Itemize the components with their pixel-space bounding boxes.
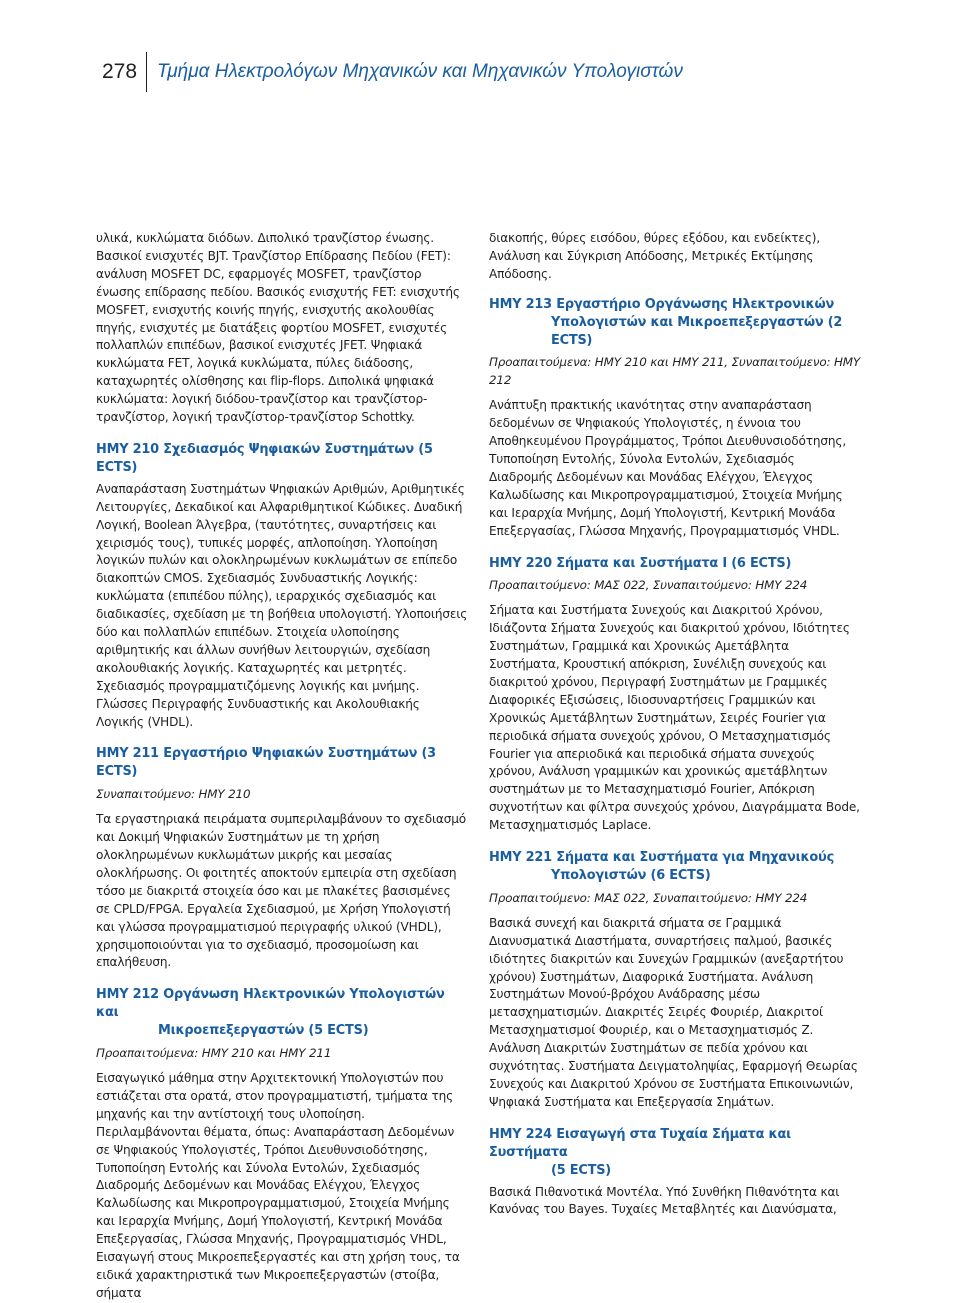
course-hmy211: [96, 745, 468, 972]
course-hmy220: [489, 555, 861, 836]
course-prerequisites: Προαπαιτούμενα: ΗΜΥ 210 και ΗΜΥ 211, Συναπαιτούμενο: ΗΜΥ 212: [489, 355, 861, 388]
course-description: Βασικά συνεχή και διακριτά σήματα σε Γραμμικά Διανυσματικά Διαστήματα, συναρτήσεις παλμού, βασικές ιδιότητες διακριτών και Συνεχών Γραμμικών (ανεξαρτήτου χρόνου) Συστημάτων, Διαφορικά Συστήματα. Ανάλυση Συστημάτων Μονού-βρόχου Ανάδρασης μέσω μετασχηματισμών. Διακριτές Σειρές Φουριέρ, Διακριτοί Μετασχηματισμοί Φουριέρ, και ο Μετασχηματισμός Ζ. Ανάλυση Διακριτών Συστημάτων σε πεδία χρόνου και συχνότητας. Συστήματα Δειγματοληψίας, Εφαρμογή Θεωρίας Συνεχούς και Διακριτού Χρόνου σε Συστήματα Επικοινωνιών, Ψηφιακά Συστήματα και Επεξεργασία Σημάτων.: [489, 915, 858, 1109]
course-title-line: ΗΜΥ 212 Οργάνωση Ηλεκτρονικών Υπολογιστών και: [96, 987, 445, 1021]
course-description: Βασικά Πιθανοτικά Μοντέλα. Υπό Συνθήκη Πιθανότητα και Κανόνας του Bayes. Τυχαίες Μεταβλητές και Διανύσματα,: [489, 1184, 840, 1217]
left-column: [96, 230, 468, 1303]
continuation-text: υλικά, κυκλώματα διόδων. Διπολικό τρανζίστορ ένωσης. Βασικοί ενισχυτές BJT. Τρανζίστορ Επίδρασης Πεδίου (FET): ανάλυση MOSFET DC, εφαρμογές MOSFET, τρανζίστορ ένωσης επίδρασης πεδίου. Βασικός ενισχυτής FET: ενισχυτής MOSFET, ενισχυτής κοινής πηγής, ενισχυτής ακολουθίας πηγής, ενισχυτές με διατάξεις φορτίου MOSFET, ενισχυτές πολλαπλών επιπέδων, βασικοί ενισχυτές JFET. Ψηφιακά κυκλώματα FET, λογικά κυκλώματα, πύλες διάδοσης, καταχωρητές ολίσθησης και flip-flops. Διπολικά ψηφιακά κυκλώματα: λογική διόδου-τρανζίστορ και τρανζίστορ-τρανζίστορ, λογική τρανζίστορ-τρανζίστορ Schottky.: [96, 231, 460, 425]
course-title: [96, 745, 468, 781]
course-title: [489, 555, 861, 573]
page-number: 278: [102, 60, 138, 83]
course-description: Τα εργαστηριακά πειράματα συμπεριλαμβάνουν το σχεδιασμό και Δοκιμή Ψηφιακών Συστημάτων με τη χρήση ολοκληρωμένων κυκλωμάτων μικρής και μεσαίας ολοκλήρωσης. Οι φοιτητές αποκτούν εμπειρία στη σχεδίαση τόσο με διακριτά στοιχεία όσο και με πλακέτες βασισμένες σε CPLD/FPGA. Εργαλεία Σχεδιασμού, με Χρήση Υπολογιστή και γλώσσα προγραμματισμού περιγραφής υλικού (VHDL), χρησιμοποιούνται για το σχεδιασμό, προσομοίωση και επαλήθευση.: [96, 812, 467, 970]
course-description: Σήματα και Συστήματα Συνεχούς και Διακριτού Χρόνου, Ιδιάζοντα Σήματα Συνεχούς και διακριτού χρόνου, Ιδιότητες Συστημάτων, Γραμμικά και Χρονικώς Αμετάβλητα Συστήματα, Κρουστική απόκριση, Συνέλιξη συνεχούς και διακριτού χρόνου, Περιγραφή Συστημάτων με Γραμμικές Διαφορικές Εξισώσεις, Ιδιοσυναρτήσεις Γραμμικών και Χρονικώς Αμετάβλητων Συστημάτων, Σειρές Fourier για περιοδικά σήματα συνεχούς χρόνου, Ο Μετασχηματισμός Fourier για απεριοδικά και περιοδικά σήματα συνεχούς χρόνου, Ανάλυση γραμμικών και χρονικώς αμετάβλητων συστημάτων με το Μετασχηματισμό Fourier, Απόκριση συχνοτήτων και φίλτρα συνεχούς χρόνου, Διαγράμματα Bode, Μετασχηματισμός Laplace.: [489, 603, 860, 833]
course-description: Ανάπτυξη πρακτικής ικανότητας στην αναπαράσταση δεδομένων σε Ψηφιακούς Υπολογιστές, η έννοια του Αποθηκευμένου Προγράμματος, Τρόποι Διευθυνσιοδότησης, Τυποποίηση Εντολής, Σύνολα Εντολών, Σχεδιασμός Διαδρομής Δεδομένων και Μονάδας Ελέγχου, Έλεγχος Καλωδίωσης και Μικροπρογραμματισμού, Στοιχεία Μνήμης και Ιεραρχία Μνήμης, Δομή Υπολογιστή, Κεντρική Μονάδα Επεξεργασίας, Γλώσσα Μηχανής, Προγραμματισμός VHDL.: [489, 398, 847, 538]
course-title-line: ΗΜΥ 220 Σήματα και Συστήματα Ι (6 ECTS): [489, 555, 792, 571]
header-divider: [146, 52, 147, 92]
course-title-line: Υπολογιστών (6 ECTS): [551, 868, 711, 883]
course-description: Αναπαράσταση Συστημάτων Ψηφιακών Αριθμών, Αριθμητικές Λειτουργίες, Δεκαδικοί και Αλφαριθμητικοί Κώδικες. Δυαδική Λογική, Boolean Άλγεβρα, (ταυτότητες, συναρτήσεις και χειρισμός τους), τυπικές μορφές, απλοποίηση. Υλοποίηση λογικών πυλών και ολοκληρωμένων κυκλωμάτων σε επίπεδο διακοπτών CMOS. Σχεδιασμός Συνδυαστικής Λογικής: κυκλώματα (επιπέδου πύλης), ιεραρχικός σχεδιασμός και διαδικασίες, σχεδίαση με τη βοήθεια υπολογιστή. Υλοποιήσεις δύο και πολλαπλών επιπέδων. Στοιχεία υλοποίησης αριθμητικής και άλλων συνήθων λειτουργιών, σχεδίαση ακολουθιακής λογικής. Καταχωρητές και μετρητές. Σχεδιασμός προγραμματιζόμενης λογικής και μνήμης. Γλώσσες Περιγραφής Συνδυαστικής και Ακολουθιακής Λογικής (VHDL).: [96, 481, 468, 729]
course-title: [489, 849, 861, 885]
course-title-line: ΗΜΥ 224 Εισαγωγή στα Τυχαία Σήματα και Συστήματα: [489, 1126, 791, 1160]
course-hmy212: [96, 986, 468, 1302]
course-prerequisites: Προαπαιτούμενο: ΜΑΣ 022, Συναπαιτούμενο: ΗΜΥ 224: [489, 578, 808, 593]
right-column: [489, 230, 861, 1219]
course-hmy210: [96, 441, 468, 732]
running-title: Τμήμα Ηλεκτρολόγων Μηχανικών και Μηχανικών Υπολογιστών: [157, 61, 683, 82]
course-hmy221: [489, 849, 861, 1112]
course-title-line: ΗΜΥ 210 Σχεδιασμός Ψηφιακών Συστημάτων (5 ECTS): [96, 441, 433, 475]
course-description: Εισαγωγικό μάθημα στην Αρχιτεκτονική Υπολογιστών που εστιάζεται στα ορατά, στον προγραμματιστή, τμήματα της μηχανής και την αντίστοιχή τους υλοποίηση. Περιλαμβάνονται θέματα, όπως: Αναπαράσταση Δεδομένων σε Ψηφιακούς Υπολογιστές, Τρόποι Διευθυνσιοδότησης, Τυποποίηση Εντολής και Σύνολα Εντολών, Σχεδιασμός Διαδρομής Δεδομένων και Μονάδας Ελέγχου, Έλεγχος Καλωδίωσης και Μικροπρογραμματισμού, Στοιχεία Μνήμης και Ιεραρχία Μνήμης, Δομή Υπολογιστή, Κεντρική Μονάδα Επεξεργασίας, Γλώσσα Μηχανής, Προγραμματισμός VHDL, Εισαγωγή στους Μικροεπεξεργαστές και στη χρήση τους, τα ειδικά χαρακτηριστικά των Μικροεπεξεργαστών (στοίβα, σήματα: [96, 1070, 460, 1300]
course-title: [96, 441, 468, 477]
course-title-line: (5 ECTS): [551, 1162, 611, 1178]
page-header: [102, 52, 683, 92]
course-title-line: ΗΜΥ 211 Εργαστήριο Ψηφιακών Συστημάτων (3 ECTS): [96, 746, 436, 780]
course-prerequisites: Προαπαιτούμενα: ΗΜΥ 210 και ΗΜΥ 211: [96, 1046, 332, 1061]
course-title-line: Μικροεπεξεργαστών (5 ECTS): [158, 1023, 369, 1039]
course-title: [489, 1126, 861, 1180]
course-title-line: ΗΜΥ 213 Εργαστήριο Οργάνωσης Ηλεκτρονικών: [489, 296, 835, 312]
course-title-line: Υπολογιστών και Μικροεπεξεργαστών (2 ECTS): [551, 314, 843, 348]
course-title-line: ΗΜΥ 221 Σήματα και Συστήματα για Μηχανικούς: [489, 850, 835, 866]
course-prerequisites: Συναπαιτούμενο: ΗΜΥ 210: [96, 787, 251, 802]
continuation-text: διακοπής, θύρες εισόδου, θύρες εξόδου, και ενδείκτες), Ανάλυση και Σύγκριση Απόδοσης, Μετρικές Εκτίμησης Απόδοσης.: [489, 231, 821, 281]
course-hmy213: [489, 296, 861, 541]
course-hmy224: [489, 1126, 861, 1220]
course-title: [96, 986, 468, 1040]
course-prerequisites: Προαπαιτούμενο: ΜΑΣ 022, Συναπαιτούμενο: ΗΜΥ 224: [489, 890, 808, 905]
course-title: [489, 296, 861, 350]
